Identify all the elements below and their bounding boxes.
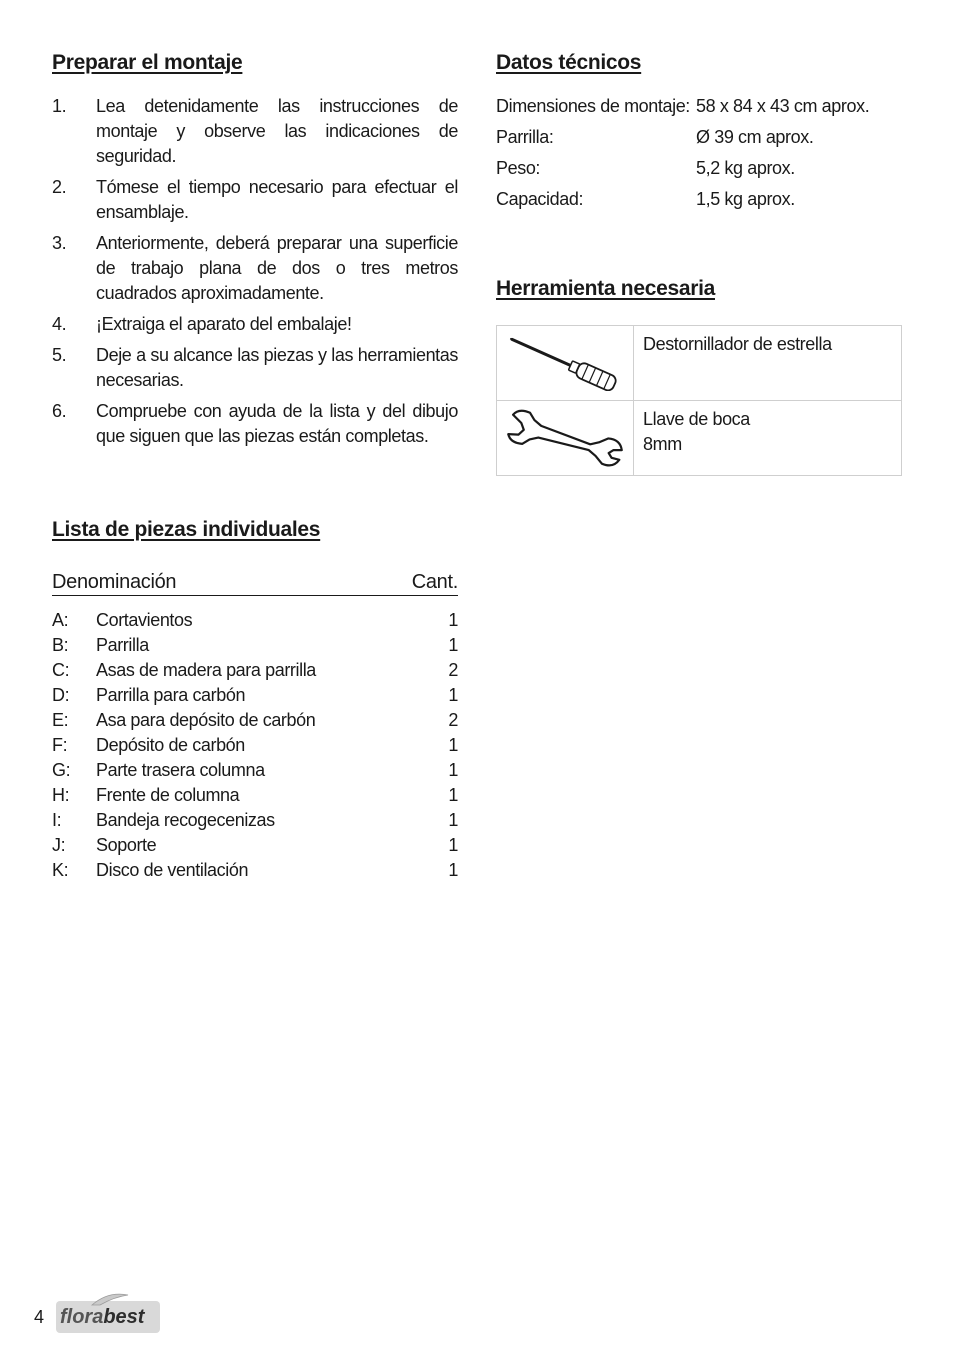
- list-item: J: Soporte 1: [52, 835, 458, 855]
- page-footer: [34, 1301, 160, 1333]
- page-number: 4: [34, 1306, 45, 1327]
- parts-header-name: Denominación: [52, 571, 177, 593]
- specs-title: Datos técnicos: [496, 51, 642, 74]
- step-item: 2. Tómese el tiempo necesario para efectuar el ensamblaje.: [52, 177, 458, 222]
- list-item: K: Disco de ventilación 1: [52, 860, 458, 880]
- specs-table: [496, 94, 902, 212]
- step-item: 3. Anteriormente, deberá preparar una superficie de trabajo plana de dos o tres metros cuadrados aproximadamente.: [52, 233, 458, 303]
- tool-label: Destornillador de estrella: [643, 334, 832, 354]
- spec-row: Dimensiones de montaje: 58 x 84 x 43 cm aprox.: [496, 96, 870, 116]
- list-item: C: Asas de madera para parrilla 2: [52, 660, 458, 680]
- list-item: H: Frente de columna 1: [52, 785, 458, 805]
- logo-text-flora: flora: [60, 1305, 104, 1328]
- tools-title: Herramienta necesaria: [496, 277, 715, 300]
- parts-header-qty: Cant.: [411, 571, 458, 593]
- parts-list: [52, 608, 458, 883]
- screwdriver-icon: [497, 326, 634, 400]
- list-item: G: Parte trasera columna 1: [52, 760, 458, 780]
- tool-label: Llave de boca 8mm: [643, 409, 750, 454]
- leaf-icon: [90, 1293, 130, 1307]
- spec-row: Parrilla: Ø 39 cm aprox.: [496, 127, 814, 147]
- wrench-icon: [497, 401, 634, 475]
- prep-title: Preparar el montaje: [52, 51, 243, 74]
- prep-steps: [52, 94, 458, 449]
- tool-row: [497, 326, 901, 401]
- step-item: 4. ¡Extraiga el aparato del embalaje!: [52, 314, 352, 334]
- right-column: [496, 48, 902, 476]
- list-item: F: Depósito de carbón 1: [52, 735, 458, 755]
- step-item: 6. Compruebe con ayuda de la lista y del dibujo que siguen que las piezas están completas.: [52, 401, 458, 446]
- tool-row: [497, 401, 901, 475]
- list-item: A: Cortavientos 1: [52, 610, 458, 630]
- spec-row: Capacidad: 1,5 kg aprox.: [496, 189, 795, 209]
- parts-title: Lista de piezas individuales: [52, 518, 321, 541]
- florabest-logo: [56, 1301, 160, 1333]
- tools-table: [496, 325, 902, 476]
- left-column: [52, 48, 458, 883]
- step-item: 1. Lea detenidamente las instrucciones de montaje y observe las indicaciones de seguridad.: [52, 96, 458, 166]
- spec-row: Peso: 5,2 kg aprox.: [496, 158, 795, 178]
- parts-header: [52, 569, 458, 596]
- list-item: B: Parrilla 1: [52, 635, 458, 655]
- list-item: I: Bandeja recogecenizas 1: [52, 810, 458, 830]
- step-item: 5. Deje a su alcance las piezas y las herramientas necesarias.: [52, 345, 458, 390]
- list-item: E: Asa para depósito de carbón 2: [52, 710, 458, 730]
- list-item: D: Parrilla para carbón 1: [52, 685, 458, 705]
- logo-text-best: best: [103, 1305, 145, 1328]
